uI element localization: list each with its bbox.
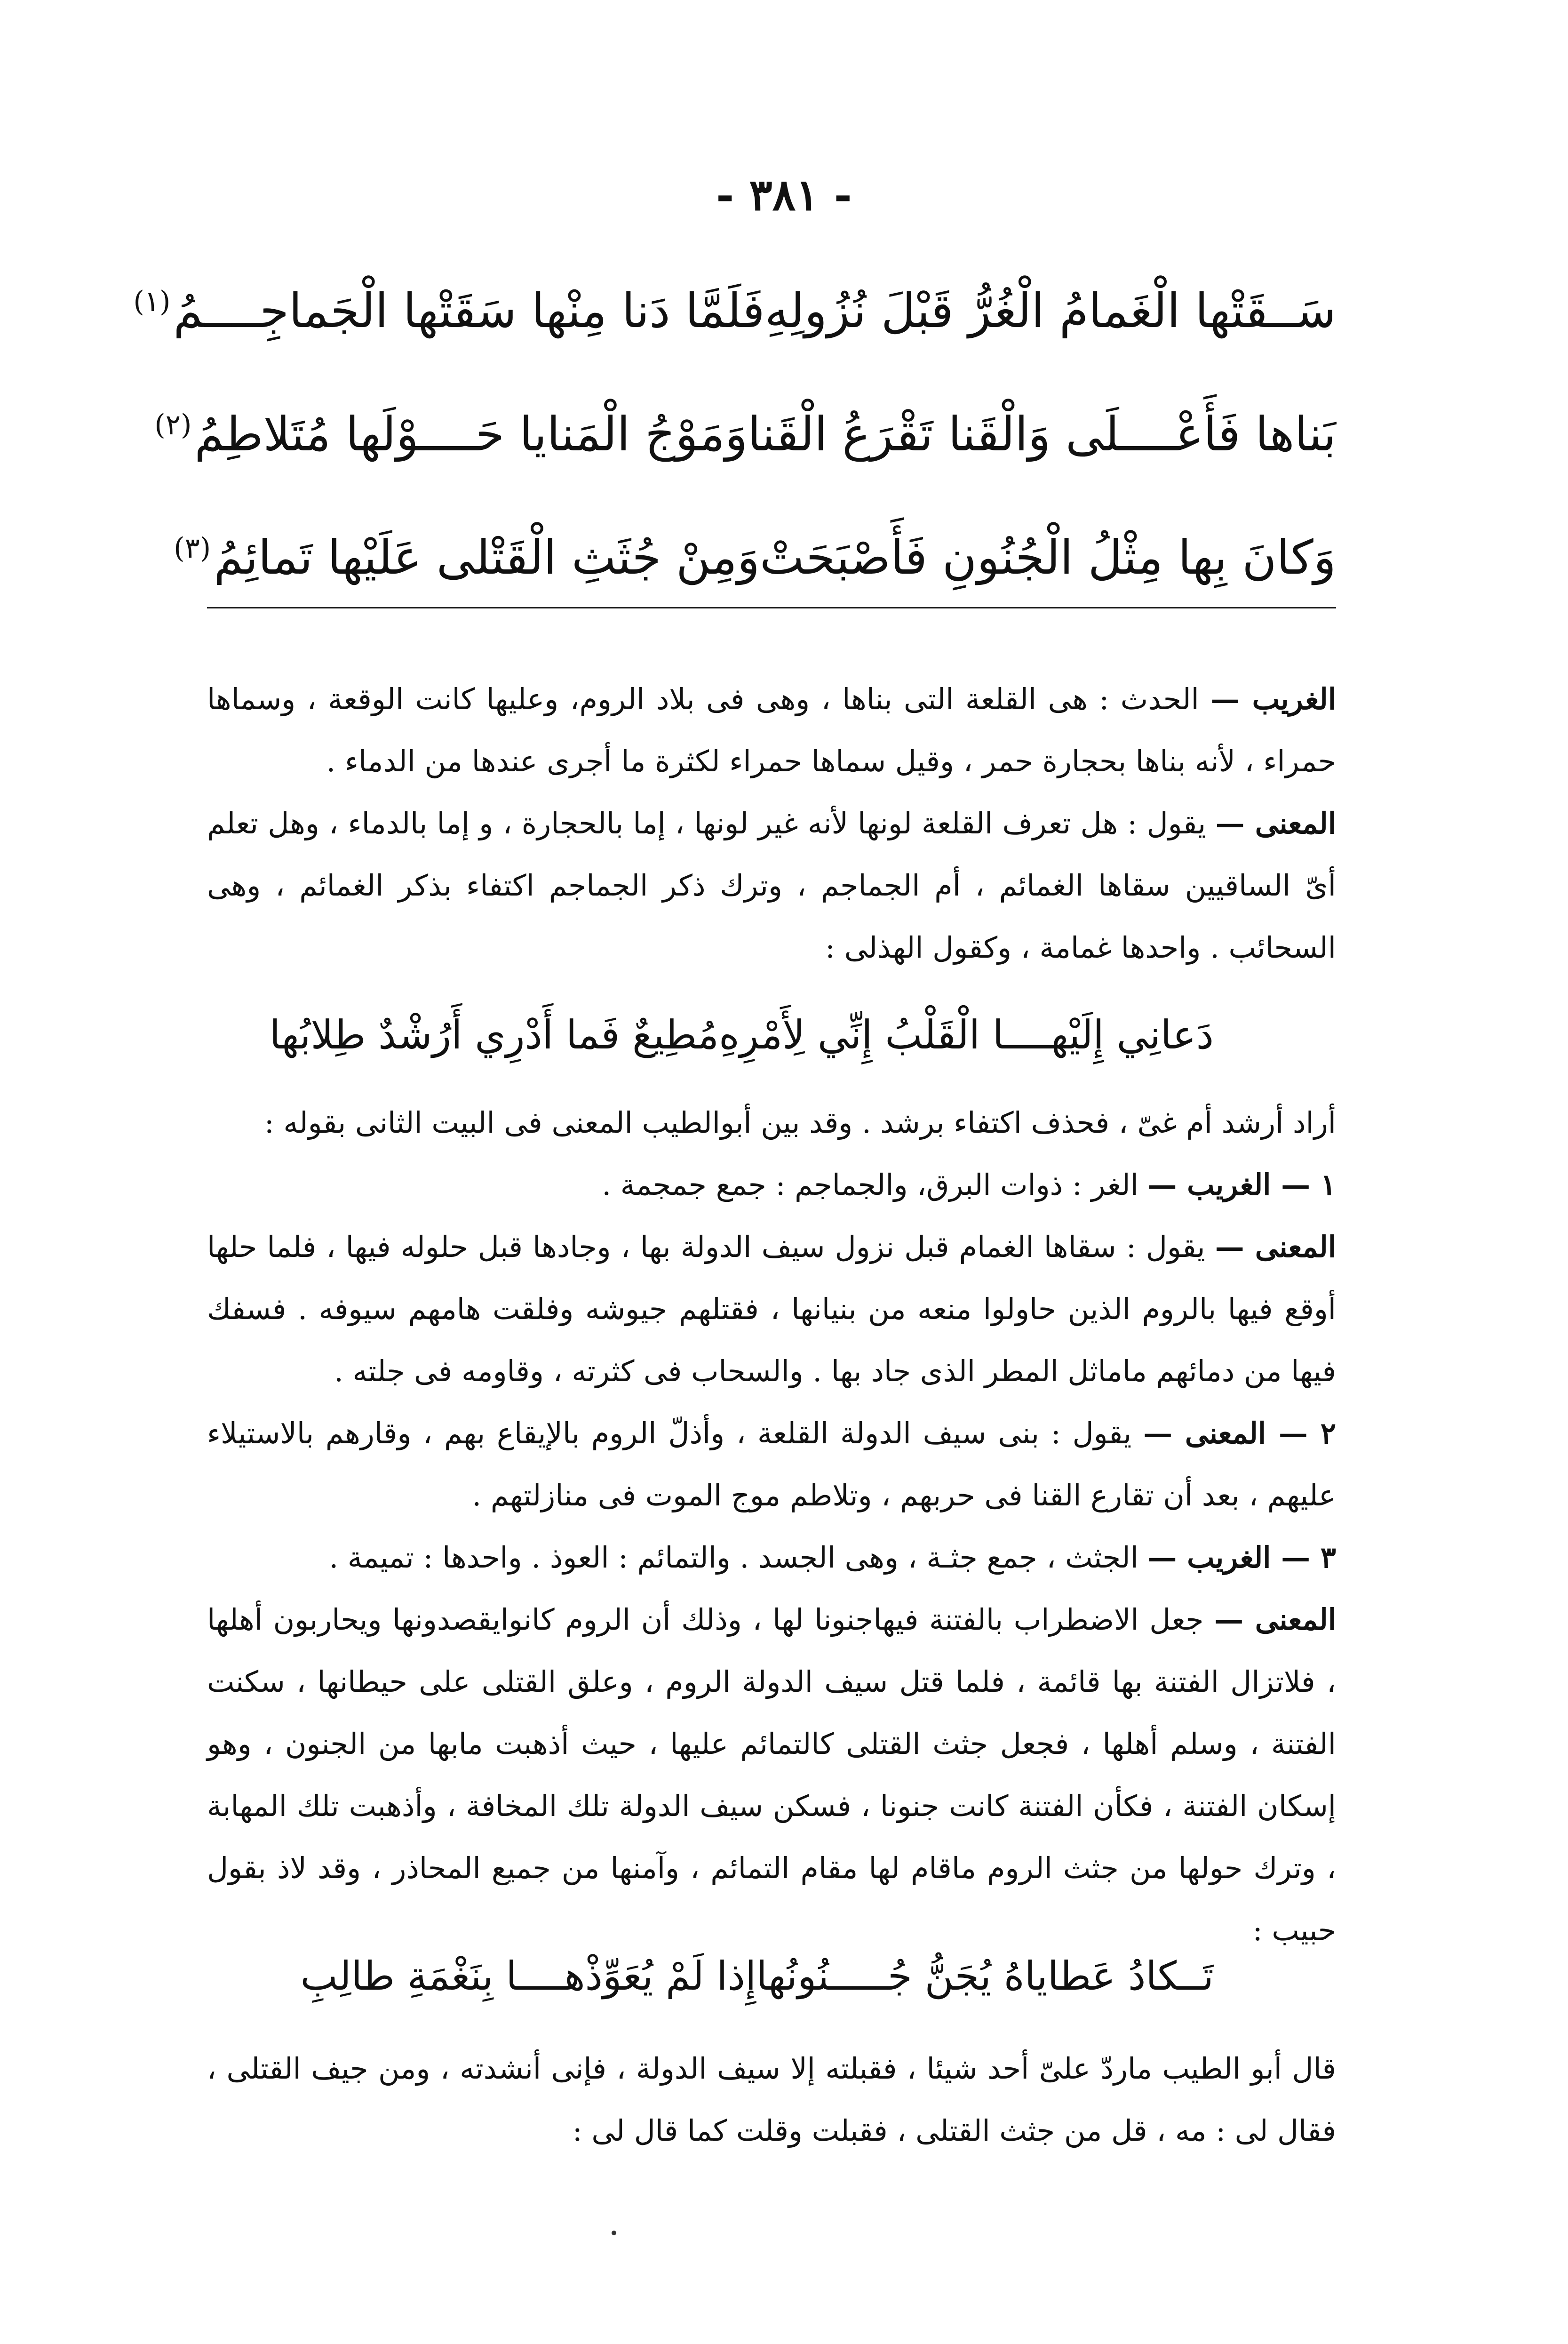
verse-2-first-hemistich: بَناها فَأَعْــــلَى وَالْقَنا تَقْرَعُ الْقَنا: [748, 407, 1336, 462]
gharib-label: الغريب —: [1210, 682, 1336, 716]
maana-paragraph: [207, 792, 1336, 979]
separator-rule: [207, 607, 1336, 608]
verse-2-second-hemistich: [154, 406, 748, 463]
verse-1-second-text: فَلَمَّا دَنا مِنْها سَقَتْها الْجَماجِــــمُ: [173, 283, 765, 338]
verse-line-3: [174, 496, 1336, 619]
verse-1-second-hemistich: [133, 283, 764, 339]
verse-line-2: [154, 373, 1336, 496]
note-3-maana-label: المعنى —: [1214, 1602, 1336, 1637]
commentary-block: [207, 668, 1336, 979]
hudhali-verse: [269, 1012, 1214, 1058]
hudhali-first-hemistich: دَعانِي إِلَيْهــــا الْقَلْبُ إِنِّي لِأَمْرِهِ: [718, 1012, 1214, 1058]
verse-3-first-hemistich: وَكانَ بِها مِثْلُ الْجُنُونِ فَأَصْبَحَتْ: [760, 530, 1336, 585]
closing-text: قال أبو الطيب ماردّ علىّ أحد شيئا ، فقبلته إلا سيف الدولة ، فإنى أنشدته ، ومن جيف القتلى ، فقال لى : مه ، قل من جثث القتلى ، فقبلت وقلت كما قال لى :: [207, 2051, 1336, 2148]
closing-block: [207, 2038, 1336, 2162]
note-1-gharib-label: ١ — الغريب —: [1147, 1168, 1336, 1202]
note-1-gharib: [207, 1154, 1336, 1216]
maana-label: المعنى —: [1215, 806, 1336, 840]
gharib-text: الحدث : هى القلعة التى بناها ، وهى فى بلاد الروم، وعليها كانت الوقعة ، وسماها حمراء ، لأنه بناها بحجارة حمر ، وقيل سماها حمراء لكثرة ما أجرى عندها من الدماء .: [207, 682, 1336, 778]
note-2-maana-text: يقول : بنى سيف الدولة القلعة ، وأذلّ الروم بالإيقاع بهم ، وقارهم بالاستيلاء عليهم ، بعد أن تقارع القنا فى حربهم ، وتلاطم موج الموت فى منازلتهم .: [207, 1416, 1336, 1512]
note-3-gharib-text: الجثث ، جمع جثـة ، وهى الجسد . والتمائم : العوذ . واحدها : تميمة .: [329, 1540, 1148, 1575]
note-1-maana-label: المعنى —: [1215, 1230, 1336, 1264]
note-1-maana: [207, 1216, 1336, 1402]
hudhali-second-hemistich: مُطِيعٌ فَما أَدْرِي أَرُشْدٌ طِلابُها: [269, 1012, 719, 1058]
poem-verses: [133, 249, 1336, 619]
verse-3-second-hemistich: [174, 529, 760, 586]
habib-second-hemistich: إِذا لَمْ يُعَوِّذْهــــا بِنَغْمَةِ طالِبِ: [300, 1953, 756, 1999]
stray-ink-dot: [612, 2231, 616, 2235]
verse-2-note-mark: (٢): [154, 408, 192, 441]
page-number: - ٣٨١ -: [716, 169, 852, 220]
note-2-maana-label: ٢ — المعنى —: [1143, 1416, 1336, 1450]
note-3-maana: [207, 1589, 1336, 1961]
verse-3-note-mark: (٣): [174, 531, 211, 565]
verse-1-first-hemistich: سَــقَتْها الْغَمامُ الْغُرُّ قَبْلَ نُزُولِهِ: [764, 283, 1336, 338]
verse-2-second-text: وَمَوْجُ الْمَنايا حَــــوْلَها مُتَلاطِمُ: [194, 407, 748, 462]
verse-3-second-text: وَمِنْ جُثَثِ الْقَتْلى عَلَيْها تَمائِمُ: [214, 530, 760, 585]
verse-line-1: [133, 249, 1336, 373]
note-1-maana-text: يقول : سقاها الغمام قبل نزول سيف الدولة بها ، وجادها قبل حلوله فيها ، فلما حلها أوقع فيها بالروم الذين حاولوا منعه من بنيانها ، فقتلهم جيوشه وفلقت هامهم سيوفه . فسفك فيها من دمائهم ماماثل المطر الذى جاد بها . والسحاب فى كثرته ، وقاومه فى جلته .: [207, 1230, 1336, 1388]
note-1-gharib-text: الغر : ذوات البرق، والجماجم : جمع جمجمة .: [602, 1168, 1148, 1202]
notes-intro: أراد أرشد أم غىّ ، فحذف اكتفاء برشد . وقد بين أبوالطيب المعنى فى البيت الثانى بقوله :: [264, 1105, 1336, 1140]
habib-first-hemistich: تَــكادُ عَطاياهُ يُجَنُّ جُـــــنُونُها: [756, 1953, 1214, 1999]
habib-verse: [300, 1953, 1214, 1999]
note-2-maana: [207, 1402, 1336, 1527]
notes-block: [207, 1092, 1336, 1961]
note-3-gharib-label: ٣ — الغريب —: [1147, 1540, 1336, 1575]
gharib-paragraph: [207, 668, 1336, 792]
verse-1-note-mark: (١): [133, 285, 171, 318]
maana-text: يقول : هل تعرف القلعة لونها لأنه غير لونها ، إما بالحجارة ، و إما بالدماء ، وهل تعلم أىّ الساقيين سقاها الغمائم ، أم الجماجم ، وترك ذكر الجماجم اكتفاء بذكر الغمائم ، وهى السحائب . واحدها غمامة ، وكقول الهذلى :: [207, 806, 1336, 965]
note-3-gharib: [207, 1527, 1336, 1589]
note-3-maana-text: جعل الاضطراب بالفتنة فيهاجنونا لها ، وذلك أن الروم كانوايقصدونها ويحاربون أهلها ، فلاتزال الفتنة بها قائمة ، فلما قتل سيف الدولة الروم ، وعلق القتلى على حيطانها ، سكنت الفتنة ، وسلم أهلها ، فجعل جثث القتلى كالتمائم عليها ، حيث أذهبت مابها من الجنون ، وهو إسكان الفتنة ، فكأن الفتنة كانت جنونا ، فسكن سيف الدولة تلك المخافة ، وأذهبت تلك المهابة ، وترك حولها من جثث الروم ماقام لها مقام التمائم ، وآمنها من جميع المحاذر ، وقد لاذ بقول حبيب :: [207, 1602, 1336, 1947]
